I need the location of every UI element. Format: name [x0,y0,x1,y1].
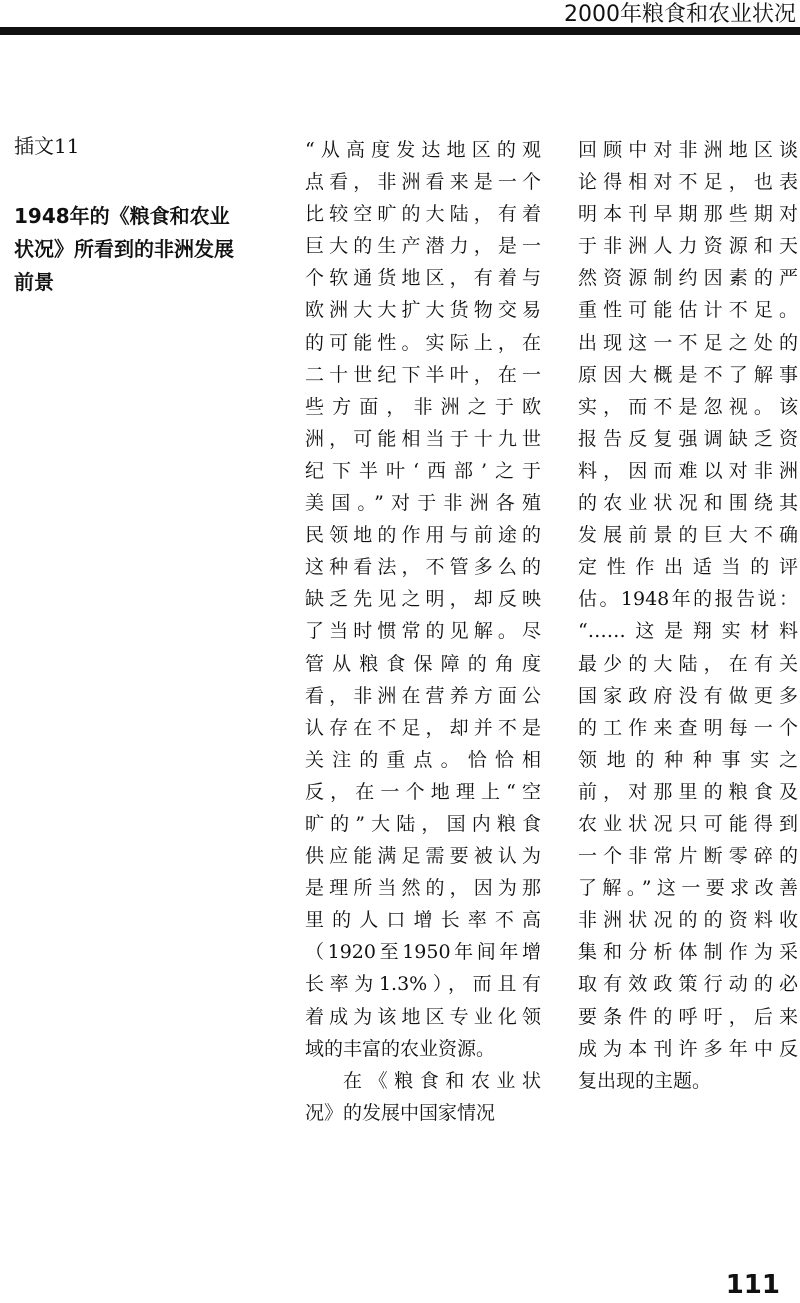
text-line: 洲，可能相当于十九世 [305,427,541,450]
text-line: 料，因而难以对非洲 [578,459,798,482]
text-line: 实，而不是忽视。该 [578,395,798,418]
text-line: 明本刊早期那些期对 [578,203,798,226]
text-line: 着成为该地区专业化领 [305,1005,541,1028]
text-line: 一个非常片断零碎的 [578,845,798,868]
text-line: 国家政府没有做更多 [578,684,798,707]
text-line: 管从粮食保障的角度 [305,652,541,675]
page-number: 111 [725,1270,780,1300]
box-label: 插文11 [14,134,80,158]
text-line: 非洲状况的的资料收 [578,909,798,932]
running-header-title: 2000年粮食和农业状况 [564,2,796,27]
text-line: “从高度发达地区的观 [305,139,541,161]
text-line: 原因大概是不了解事 [578,363,798,386]
text-line: 在《粮食和农业状 [343,1069,541,1092]
text-line: 巨大的生产潜力，是一 [305,235,541,258]
text-line: 发展前景的巨大不确 [578,524,798,547]
text-line: 农业状况只可能得到 [578,812,798,835]
text-line: 了解。”这一要求改善 [578,877,798,900]
text-line: 定性作出适当的评 [578,556,798,579]
text-line: 成为本刊许多年中反 [578,1037,798,1060]
text-line: 最少的大陆，在有关 [578,652,798,675]
text-line: 反，在一个地理上“空 [305,780,541,803]
text-line: 认存在不足，却并不是 [305,716,541,739]
text-line: 重性可能估计不足。 [578,299,798,322]
box-title: 1948年的《粮食和农业状况》所看到的非洲发展前景 [14,204,234,294]
text-line: 要条件的呼吁，后来 [578,1005,798,1028]
text-line: 况》的发展中国家情况 [305,1101,496,1124]
text-line: 的工作来查明每一个 [578,716,798,739]
text-line: 长率为1.3%），而且有 [305,973,541,996]
text-line: 是理所当然的，因为那 [305,877,541,900]
text-line: 比较空旷的大陆，有着 [305,203,541,226]
text-line: 供应能满足需要被认为 [305,845,541,868]
header-rule [0,27,800,35]
text-line: 里的人口增长率不高 [305,909,541,932]
text-line: 估。1948年的报告说： [578,588,798,611]
text-line: 报告反复强调缺乏资 [578,427,798,450]
body-column-1 [305,134,541,1129]
text-line: 论得相对不足，也表 [578,171,798,194]
text-line: 欧洲大大扩大货物交易 [305,299,541,322]
text-line: 缺乏先见之明，却反映 [305,588,541,611]
text-line: 然资源制约因素的严 [578,267,798,290]
text-line: 复出现的主题。 [578,1069,712,1092]
text-line: 取有效政策行动的必 [578,973,798,996]
text-line: 出现这一不足之处的 [578,331,798,354]
text-line: 旷的”大陆，国内粮食 [305,812,541,835]
text-line: 关注的重点。恰恰相 [305,748,541,771]
text-line: 前，对那里的粮食及 [578,780,798,803]
text-line: 域的丰富的农业资源。 [305,1037,496,1060]
text-line: 的农业状况和围绕其 [578,492,798,515]
text-line: 美国。”对于非洲各殖 [305,492,541,515]
text-line: 领地的种种事实之 [578,748,798,771]
text-line: 了当时惯常的见解。尽 [305,620,541,643]
text-line: 些方面，非洲之于欧 [305,395,541,418]
text-line: 看，非洲在营养方面公 [305,684,541,707]
text-line: 集和分析体制作为采 [578,941,798,964]
text-line: 于非洲人力资源和天 [578,235,798,258]
text-line: 民领地的作用与前途的 [305,524,541,547]
text-line: 点看，非洲看来是一个 [305,171,541,194]
text-line: 回顾中对非洲地区谈 [578,139,798,161]
text-line: （1920至1950年间年增 [305,941,541,964]
text-line: 的可能性。实际上，在 [305,331,541,354]
text-line: “……这是翔实材料 [578,620,798,643]
text-line: 这种看法，不管多么的 [305,556,541,579]
text-line: 纪下半叶‘西部’之于 [305,459,541,482]
text-line: 二十世纪下半叶，在一 [305,363,541,386]
body-column-2 [578,134,798,1097]
text-line: 个软通货地区，有着与 [305,267,541,290]
